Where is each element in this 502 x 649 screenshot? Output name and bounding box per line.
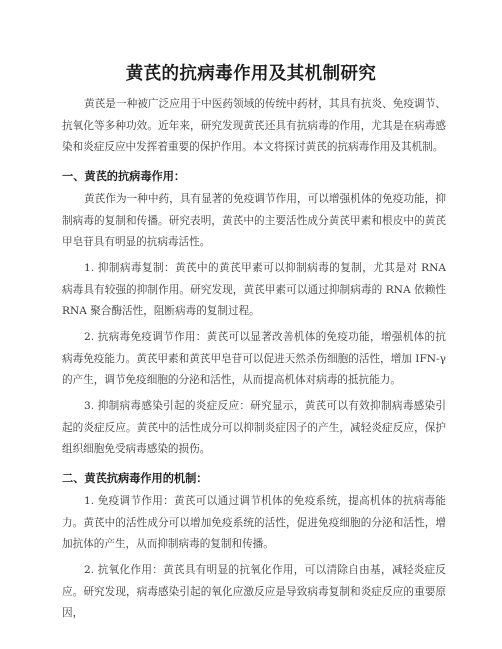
intro-paragraph: 黄芪是一种被广泛应用于中医药领域的传统中药材，其具有抗炎、免疫调节、抗氧化等多种功效。近年来，研究发现黄芪还具有抗病毒的作用，尤其是在病毒感染和炎症反应中发挥着重要的保护作用。本文将探讨黄芪的抗病毒作用及其机制。 bbox=[62, 98, 446, 153]
document-title: 黄芪的抗病毒作用及其机制研究 bbox=[125, 64, 377, 84]
section-2-heading: 二、黄芪抗病毒作用的机制： bbox=[62, 472, 208, 485]
section-1-item-1: 1. 抑制病毒复制：黄芪中的黄芪甲素可以抑制病毒的复制，尤其是对 RNA 病毒具有较强的抑制作用。研究发现，黄芪甲素可以通过抑制病毒的 RNA 依赖性 RNA 聚合酶活性，阻断病毒的复制过程。 bbox=[62, 262, 446, 317]
section-1-item-2: 2. 抗病毒免疫调节作用：黄芪可以显著改善机体的免疫功能，增强机体的抗病毒免疫能力。黄芪甲素和黄芪甲皂苷可以促进天然杀伤细胞的活性，增加 IFN-γ的产生，调节免疫细胞的分泌和活性，从而提高机体对病毒的抵抗能力。 bbox=[62, 331, 446, 386]
section-1-paragraph: 黄芪作为一种中药，具有显著的免疫调节作用，可以增强机体的免疫功能，抑制病毒的复制和传播。研究表明，黄芪中的主要活性成分黄芪甲素和根皮中的黄芪甲皂苷具有明显的抗病毒活性。 bbox=[62, 193, 446, 248]
section-2-item-1: 1. 免疫调节作用：黄芪可以通过调节机体的免疫系统，提高机体的抗病毒能力。黄芪中的活性成分可以增加免疫系统的活性，促进免疫细胞的分泌和活性，增加抗体的产生，从而抑制病毒的复制和传播。 bbox=[62, 495, 446, 550]
section-1-item-3: 3. 抑制病毒感染引起的炎症反应：研究显示，黄芪可以有效抑制病毒感染引起的炎症反应。黄芪中的活性成分可以抑制炎症因子的产生，减轻炎症反应，保护组织细胞免受病毒感染的损伤。 bbox=[62, 400, 446, 455]
section-1-heading: 一、黄芪的抗病毒作用： bbox=[62, 170, 186, 183]
section-2-item-2: 2. 抗氧化作用：黄芪具有明显的抗氧化作用，可以清除自由基，减轻炎症反应。研究发现，病毒感染引起的氧化应激反应是导致病毒复制和炎症反应的重要原因， bbox=[62, 564, 446, 619]
